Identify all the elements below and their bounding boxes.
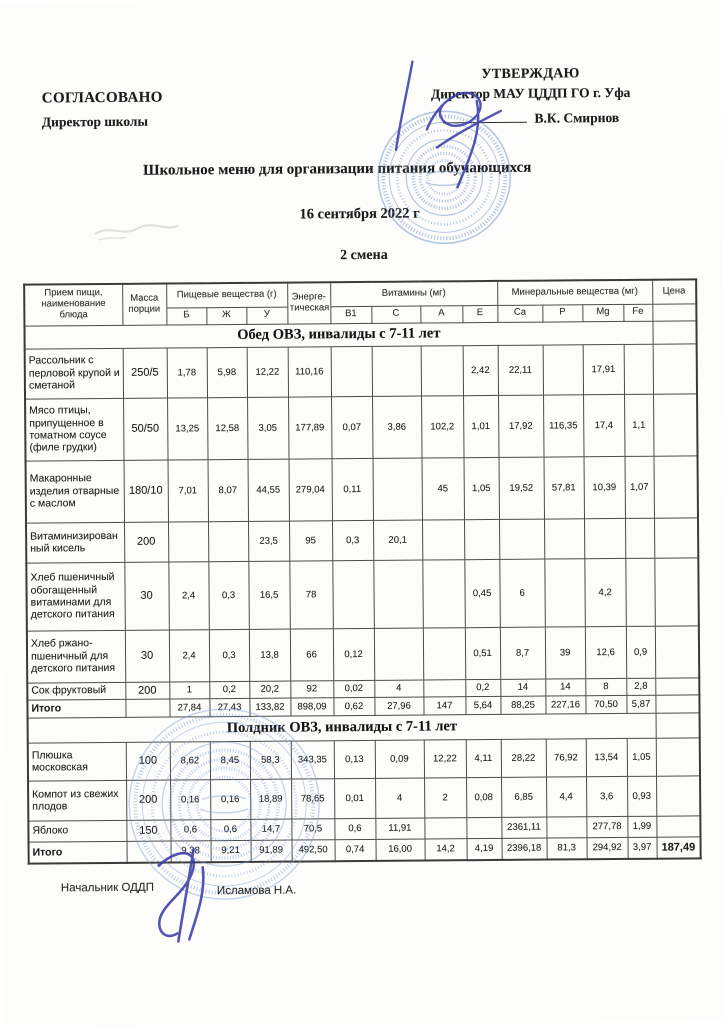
value-cell: 0,74: [335, 839, 376, 861]
value-cell: 6,85: [501, 777, 546, 817]
value-cell: 8,07: [208, 459, 248, 521]
value-cell: 1,01: [463, 395, 499, 457]
value-cell: 116,35: [543, 394, 583, 456]
value-cell: [625, 518, 654, 558]
value-cell: [464, 519, 499, 559]
value-cell: 45: [422, 457, 464, 519]
dish-name-cell: Хлеб ржано-пшеничный для детского питания: [27, 630, 125, 683]
col-price-empty: [652, 303, 696, 320]
mass-cell: 100: [126, 742, 170, 780]
value-cell: 0,3: [209, 629, 249, 681]
value-cell: 57,81: [544, 456, 584, 518]
value-cell: 58,3: [250, 741, 291, 779]
value-cell: 27,84: [169, 698, 209, 716]
value-cell: 0,13: [334, 740, 375, 778]
value-cell: 4,2: [584, 558, 626, 626]
value-cell: 14,2: [425, 838, 467, 860]
value-cell: 187,49: [657, 836, 701, 858]
value-cell: 0,45: [464, 559, 500, 627]
value-cell: 102,2: [421, 395, 463, 457]
value-cell: 16,5: [248, 561, 290, 629]
section-title-cell: Обед ОВЗ, инвалиды с 7-11 лет: [24, 321, 652, 349]
document-date: 16 сентября 2022 г: [299, 205, 420, 223]
dish-name-cell: Яблоко: [28, 820, 126, 842]
value-cell: 3,97: [628, 837, 657, 859]
total-label-cell: Итого: [27, 699, 125, 718]
mass-cell: 250/5: [123, 348, 167, 398]
value-cell: 18,89: [250, 779, 291, 819]
value-cell: 78,65: [291, 778, 334, 818]
value-cell: 44,55: [248, 459, 289, 521]
value-cell: 4,19: [467, 838, 502, 860]
value-cell: 92: [290, 680, 333, 697]
value-cell: 0,6: [334, 818, 375, 839]
table-body: [24, 320, 700, 863]
value-cell: [654, 557, 699, 625]
col-nutrient-header: У: [246, 307, 287, 324]
dish-name-cell: Мясо птицы, припущенное в томатном соусе (филе грудки): [25, 398, 123, 461]
value-cell: 8,62: [170, 741, 210, 779]
col-mineral-header: Fe: [623, 304, 652, 321]
value-cell: [546, 816, 586, 837]
value-cell: 0,93: [627, 776, 656, 816]
value-cell: 0,16: [210, 779, 250, 819]
page-title: Школьное меню для организации питания обучающихся: [142, 159, 532, 179]
table-row: [28, 737, 700, 780]
table-row: [26, 557, 699, 630]
signature-line: [442, 111, 526, 124]
value-cell: 0,12: [333, 628, 374, 680]
menu-table: [23, 278, 702, 864]
value-cell: 12,6: [585, 626, 626, 678]
value-cell: 1,07: [625, 456, 654, 518]
value-cell: 2,8: [626, 678, 655, 695]
table-row: [26, 455, 699, 522]
mass-cell: 200: [124, 522, 168, 562]
value-cell: 78: [289, 560, 333, 628]
table-row: [27, 625, 699, 682]
value-cell: 2361,11: [501, 817, 546, 838]
mass-cell: 200: [126, 780, 170, 820]
value-cell: [544, 558, 585, 626]
value-cell: 1,99: [627, 816, 656, 837]
value-cell: 13,54: [586, 738, 627, 776]
value-cell: [372, 346, 421, 396]
agreed-label: СОГЛАСОВАНО: [41, 89, 163, 107]
value-cell: [653, 343, 697, 393]
value-cell: 13,8: [249, 629, 290, 681]
value-cell: 20,2: [249, 681, 290, 698]
value-cell: [654, 455, 698, 517]
value-cell: 91,89: [251, 840, 292, 862]
value-cell: 3,05: [247, 397, 288, 459]
value-cell: 88,25: [500, 696, 545, 714]
group-nutrients-header: Пищевые вещества (г): [166, 283, 287, 308]
approved-role: Директор МАУ ЦДДП ГО г. Уфа: [430, 84, 631, 102]
dish-name-cell: Макаронные изделия отварные с маслом: [26, 460, 124, 523]
value-cell: 0,16: [170, 779, 210, 819]
value-cell: [373, 560, 423, 628]
value-cell: 279,04: [289, 458, 332, 520]
value-cell: 14,7: [250, 819, 291, 840]
value-cell: 0,3: [332, 520, 373, 560]
value-cell: [208, 521, 248, 561]
value-cell: 0,08: [466, 777, 501, 817]
value-cell: 2396,18: [502, 838, 547, 860]
value-cell: 9,38: [171, 840, 211, 862]
value-cell: 0,6: [170, 819, 210, 840]
total-row: [29, 836, 701, 863]
value-cell: 227,16: [545, 695, 585, 713]
footer-position: Начальник ОДДП: [60, 881, 155, 895]
value-cell: 76,92: [546, 738, 586, 776]
value-cell: 6: [499, 559, 545, 627]
value-cell: 81,3: [547, 837, 587, 859]
value-cell: 343,35: [291, 740, 334, 778]
value-cell: 22,11: [498, 345, 543, 395]
value-cell: [544, 518, 584, 558]
value-cell: 1,05: [627, 738, 656, 776]
value-cell: [168, 521, 208, 561]
value-cell: [422, 519, 464, 559]
value-cell: 11,91: [375, 818, 424, 839]
value-cell: 17,92: [498, 395, 543, 457]
table-row: [28, 775, 700, 820]
value-cell: 4: [374, 680, 423, 697]
value-cell: 8: [585, 678, 626, 695]
value-cell: 5,98: [207, 347, 247, 397]
value-cell: 28,22: [501, 739, 546, 777]
mass-cell: 50/50: [123, 398, 167, 460]
value-cell: 4: [375, 778, 424, 818]
value-cell: 23,5: [248, 521, 289, 561]
value-cell: 898,09: [290, 697, 333, 715]
group-vitamins-header: Витамины (мг): [330, 281, 497, 306]
value-cell: 13,25: [167, 397, 207, 459]
col-mineral-header: Ca: [497, 305, 542, 322]
value-cell: 8,45: [210, 741, 250, 779]
col-vitamin-header: A: [420, 305, 462, 322]
section-price-empty-cell: [652, 320, 696, 343]
value-cell: 4,4: [546, 776, 586, 816]
dish-name-cell: Плюшка московская: [28, 742, 126, 781]
value-cell: 10,39: [584, 456, 625, 518]
value-cell: [424, 817, 466, 838]
mass-cell: 30: [125, 630, 169, 682]
value-cell: [655, 694, 699, 712]
value-cell: 5,64: [465, 696, 500, 714]
value-cell: 9,21: [211, 840, 251, 862]
value-cell: 1,1: [624, 394, 653, 456]
value-cell: 17,4: [583, 394, 624, 456]
value-cell: 0,2: [209, 681, 249, 698]
approval-right-block: [382, 66, 678, 128]
value-cell: 8,7: [500, 627, 545, 679]
approved-signature-row: [383, 109, 679, 127]
value-cell: 39: [545, 626, 585, 678]
value-cell: [499, 519, 544, 559]
value-cell: 277,78: [586, 816, 627, 837]
approval-left-block: [42, 90, 163, 131]
section-title-cell: Полдник ОВЗ, инвалиды с 7-11 лет: [28, 713, 656, 743]
value-cell: 5,87: [626, 695, 655, 713]
value-cell: 2,42: [463, 345, 498, 395]
col-mineral-header: P: [542, 304, 582, 321]
value-cell: 27,96: [374, 697, 423, 715]
value-cell: 0,9: [626, 626, 655, 678]
value-cell: 1,78: [167, 347, 207, 397]
value-cell: 12,58: [207, 397, 247, 459]
value-cell: [653, 393, 697, 455]
value-cell: 14: [545, 678, 585, 695]
value-cell: 1,05: [464, 457, 500, 519]
table-row: [26, 517, 698, 562]
value-cell: 12,22: [424, 739, 466, 777]
value-cell: 95: [289, 520, 332, 560]
col-nutrient-header: Ж: [206, 307, 246, 324]
value-cell: [656, 815, 700, 836]
value-cell: 0,3: [208, 561, 249, 629]
col-energy-header: Энерге-тическая: [287, 282, 330, 323]
value-cell: 177,89: [288, 396, 331, 458]
mass-cell: [127, 841, 171, 863]
value-cell: 110,16: [288, 346, 331, 396]
value-cell: 492,50: [292, 839, 335, 861]
mass-cell: 200: [125, 682, 169, 699]
value-cell: [656, 737, 700, 775]
mass-cell: 30: [124, 562, 169, 630]
value-cell: 0,07: [331, 396, 372, 458]
value-cell: 19,52: [499, 457, 544, 519]
value-cell: [656, 775, 700, 815]
value-cell: 12,22: [247, 347, 288, 397]
value-cell: [421, 345, 463, 395]
value-cell: 133,82: [249, 698, 290, 716]
col-vitamin-header: E: [462, 305, 497, 322]
value-cell: 147: [423, 696, 465, 714]
value-cell: [654, 517, 698, 557]
value-cell: 3,6: [586, 776, 627, 816]
value-cell: 2,4: [168, 561, 209, 629]
footer-name: Исламова Н.А.: [216, 884, 297, 898]
value-cell: 17,91: [583, 344, 624, 394]
value-cell: [543, 344, 583, 394]
col-nutrient-header: Б: [166, 307, 206, 324]
mass-cell: 150: [126, 820, 170, 841]
value-cell: 0,62: [333, 697, 374, 715]
table-row: [25, 393, 698, 460]
value-cell: 14: [500, 679, 545, 696]
value-cell: 0,51: [465, 627, 500, 679]
value-cell: 70,5: [291, 818, 334, 839]
col-price-header: Цена: [652, 279, 696, 303]
value-cell: 0,01: [334, 778, 375, 818]
value-cell: [332, 560, 374, 628]
approver-name: В.К. Смирнов: [534, 109, 620, 126]
col-mineral-header: Mg: [582, 304, 623, 321]
value-cell: 1: [169, 681, 209, 698]
value-cell: 27,43: [209, 698, 249, 716]
value-cell: 294,92: [587, 837, 628, 859]
col-vitamin-header: C: [371, 306, 420, 323]
col-meal-header: Прием пищи, наименование блюда: [24, 284, 122, 326]
section-price-empty-cell: [656, 712, 700, 737]
mass-cell: 180/10: [124, 460, 168, 522]
value-cell: 70,50: [585, 695, 626, 713]
dish-name-cell: Витаминизированный кисель: [26, 522, 124, 563]
value-cell: 66: [290, 628, 333, 680]
value-cell: [625, 558, 655, 626]
shift-label: 2 смена: [340, 247, 388, 264]
dish-name-cell: Компот из свежих плодов: [28, 780, 126, 821]
dish-name-cell: Хлеб пшеничный обогащенный витаминами для детского питания: [26, 562, 125, 631]
value-cell: 7,01: [168, 459, 208, 521]
dish-name-cell: Рассольник с перловой крупой и сметаной: [25, 348, 123, 399]
value-cell: 0,6: [210, 819, 250, 840]
total-label-cell: Итого: [29, 841, 127, 864]
group-minerals-header: Минеральные вещества (мг): [497, 280, 652, 305]
value-cell: [655, 625, 699, 677]
value-cell: 3,86: [372, 396, 421, 458]
value-cell: [423, 679, 465, 696]
value-cell: 4,11: [466, 739, 501, 777]
value-cell: 20,1: [373, 520, 422, 560]
table-head: [24, 279, 696, 325]
agreed-role: Директор школы: [41, 113, 149, 130]
value-cell: [373, 458, 422, 520]
value-cell: [466, 817, 501, 838]
value-cell: 0,09: [375, 740, 424, 778]
col-mass-header: Масса порции: [122, 284, 166, 325]
dish-name-cell: Сок фруктовый: [27, 682, 125, 700]
mass-cell: [125, 699, 169, 717]
value-cell: [624, 344, 653, 394]
value-cell: 2: [424, 777, 466, 817]
value-cell: 0,02: [333, 680, 374, 697]
value-cell: [331, 346, 372, 396]
value-cell: [423, 627, 465, 679]
value-cell: [422, 559, 465, 627]
value-cell: 16,00: [376, 839, 425, 861]
approved-label: УТВЕРЖДАЮ: [481, 66, 580, 83]
table-row: [25, 343, 697, 398]
value-cell: [374, 628, 423, 680]
value-cell: 0,2: [465, 679, 500, 696]
col-vitamin-header: B1: [330, 306, 371, 323]
value-cell: [655, 677, 699, 694]
value-cell: [584, 518, 625, 558]
value-cell: 2,4: [169, 629, 209, 681]
value-cell: 0,11: [332, 458, 373, 520]
